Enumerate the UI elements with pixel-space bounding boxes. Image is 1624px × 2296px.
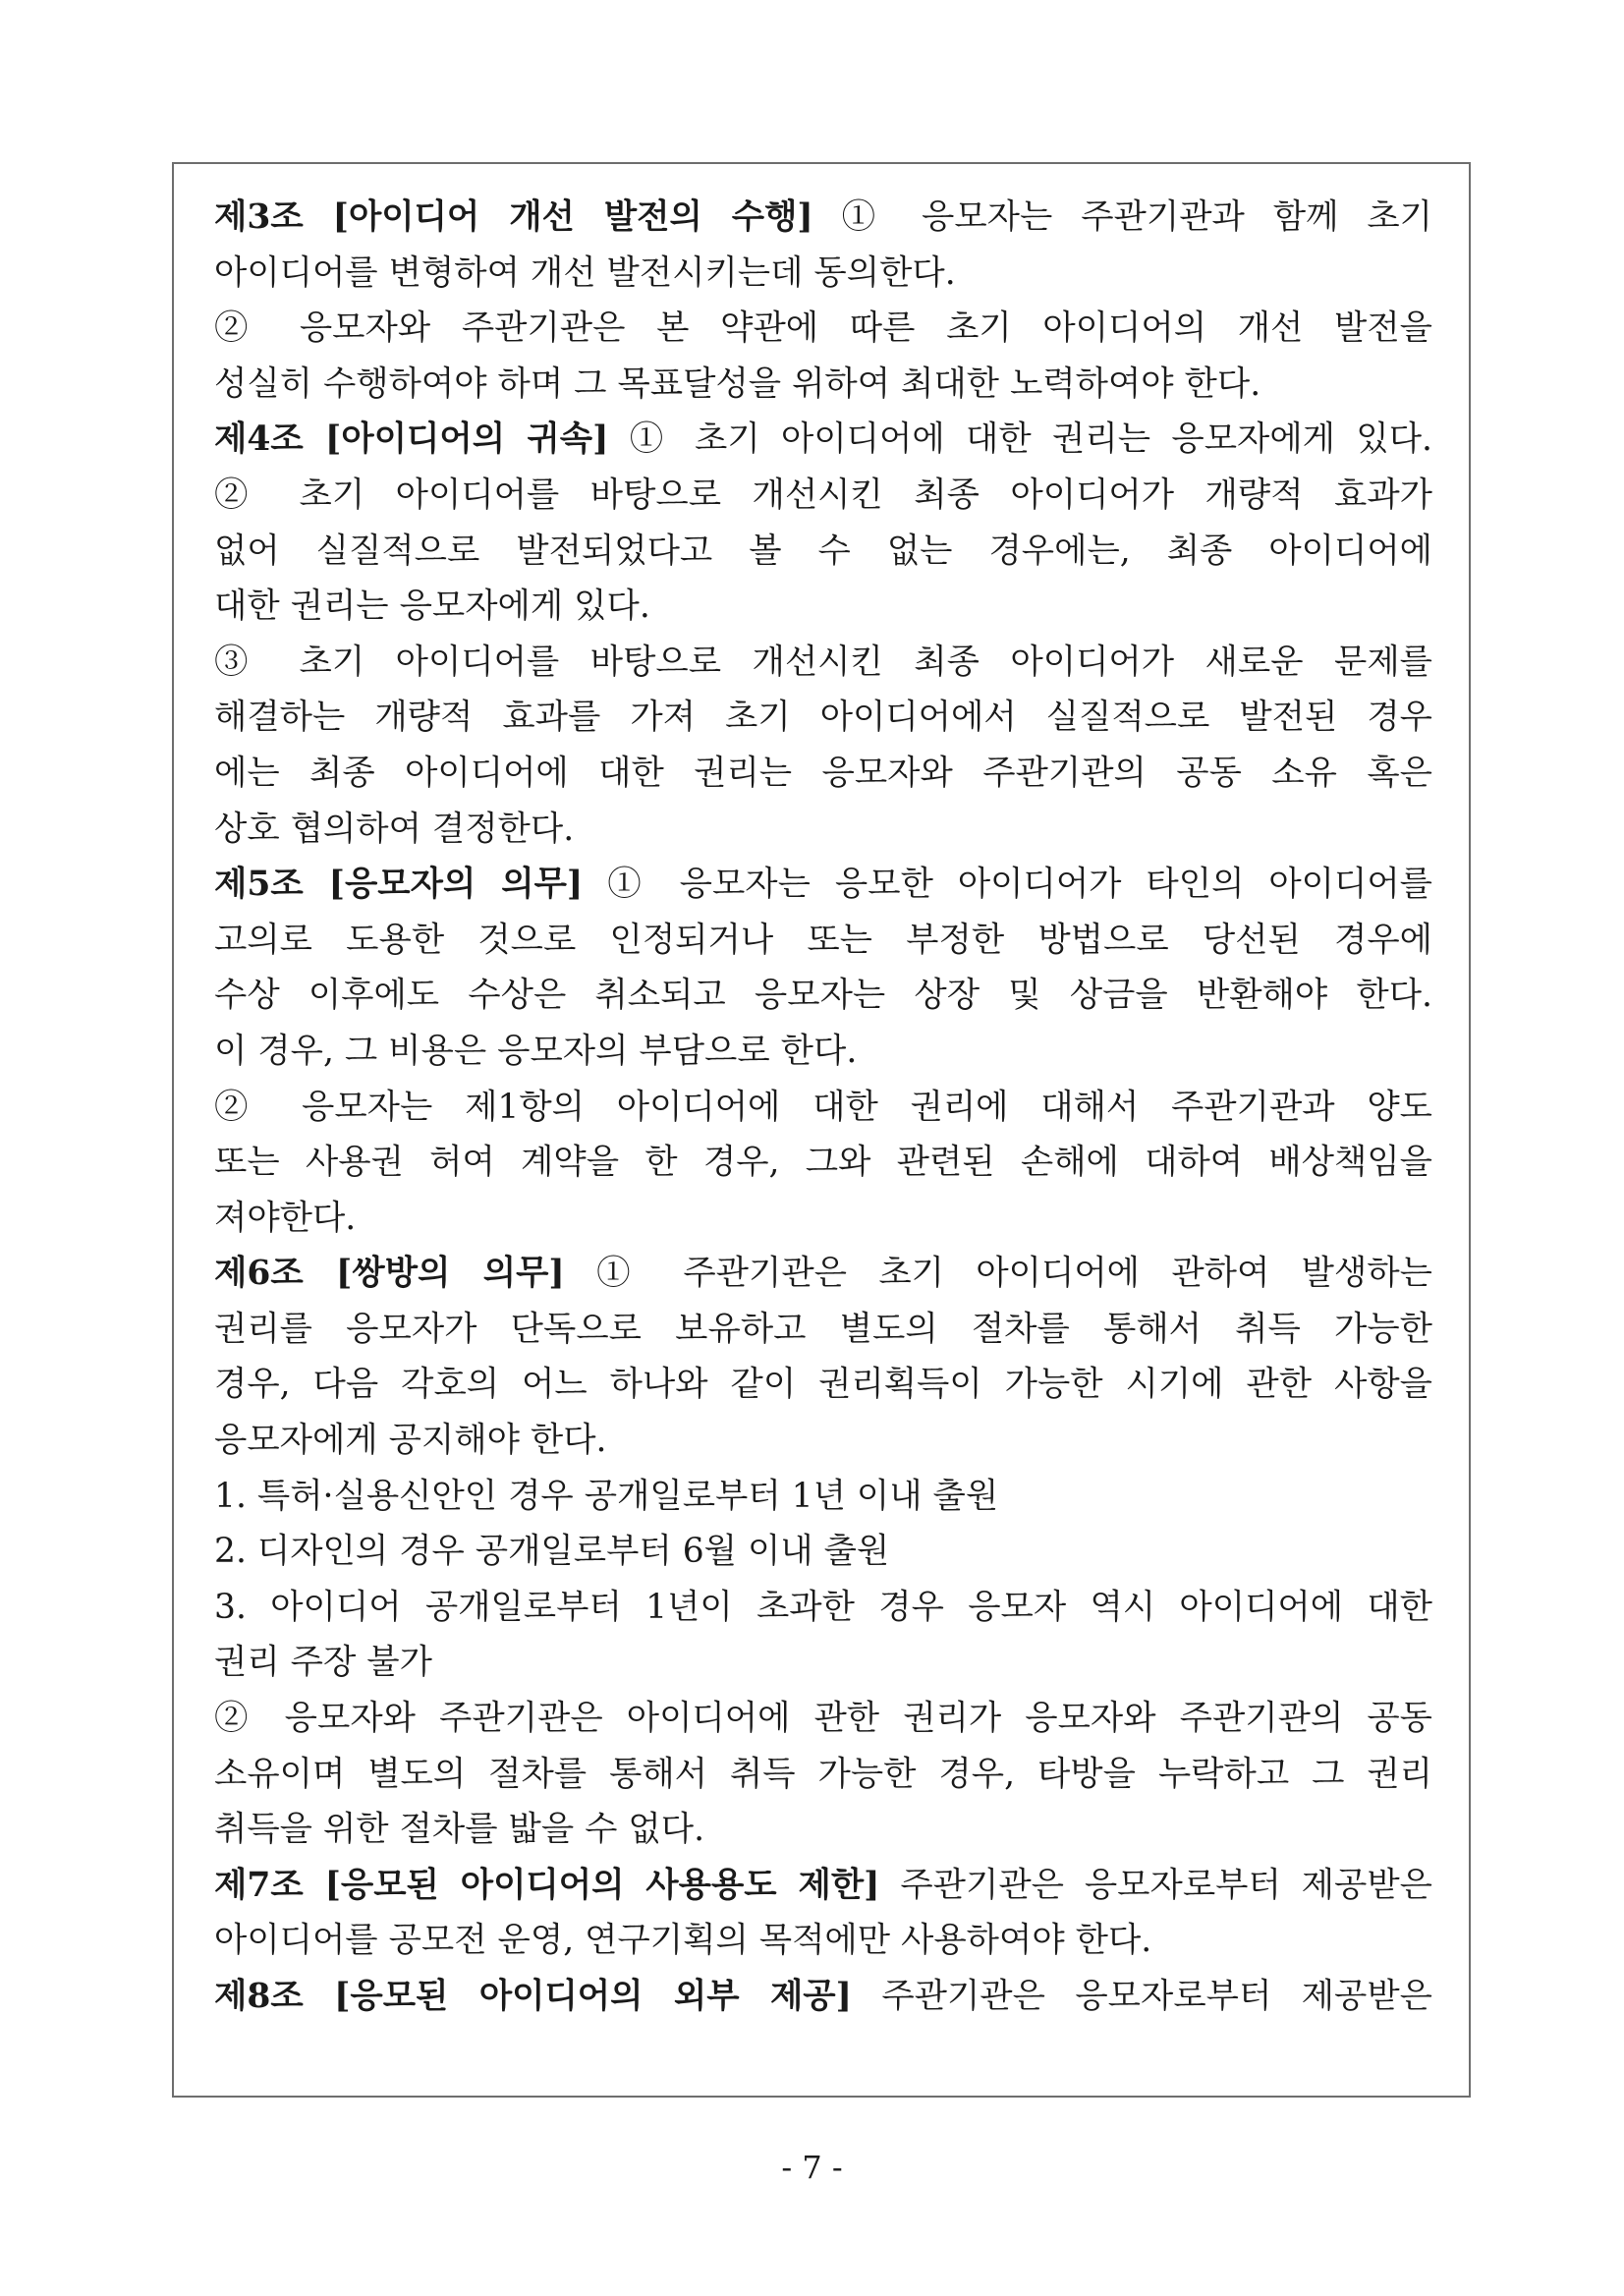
line-text: ③ 초기 아이디어를 바탕으로 개선시킨 최종 아이디어가 새로운 문제를 xyxy=(214,642,1432,682)
text-line xyxy=(214,1246,1432,1302)
article-heading: 제6조 [쌍방의 의무] xyxy=(214,1254,565,1294)
text-line xyxy=(214,1413,1432,1469)
line-text: ① 주관기관은 초기 아이디어에 관하여 발생하는 xyxy=(564,1254,1432,1294)
text-line xyxy=(214,968,1432,1024)
text-line xyxy=(214,635,1432,691)
text-line xyxy=(214,1191,1432,1247)
article-heading: 제7조 [응모된 아이디어의 사용용도 제한] xyxy=(214,1865,880,1905)
text-line xyxy=(214,1469,1432,1525)
line-text: 1. 특허·실용신안인 경우 공개일로부터 1년 이내 출원 xyxy=(214,1476,999,1516)
line-text: 고의로 도용한 것으로 인정되거나 또는 부정한 방법으로 당선된 경우에 xyxy=(214,920,1432,960)
text-line xyxy=(214,1080,1432,1136)
line-text: 에는 최종 아이디어에 대한 권리는 응모자와 주관기관의 공동 소유 혹은 xyxy=(214,753,1432,793)
text-line xyxy=(214,301,1432,357)
text-line xyxy=(214,246,1432,302)
article-heading: 제4조 [아이디어의 귀속] xyxy=(214,420,609,460)
text-line xyxy=(214,1302,1432,1358)
text-line xyxy=(214,1858,1432,1914)
line-text: 응모자에게 공지해야 한다. xyxy=(214,1421,607,1461)
line-text: ② 응모자는 제1항의 아이디어에 대한 권리에 대해서 주관기관과 양도 xyxy=(214,1087,1432,1127)
line-text: 소유이며 별도의 절차를 통해서 취득 가능한 경우, 타방을 누락하고 그 권리 xyxy=(214,1754,1432,1794)
line-text: ② 응모자와 주관기관은 본 약관에 따른 초기 아이디어의 개선 발전을 xyxy=(214,308,1432,349)
line-text: 권리를 응모자가 단독으로 보유하고 별도의 절차를 통해서 취득 가능한 xyxy=(214,1309,1432,1349)
line-text: 주관기관은 응모자로부터 제공받은 xyxy=(879,1865,1432,1905)
text-line xyxy=(214,690,1432,746)
text-line xyxy=(214,412,1432,468)
line-text: ② 초기 아이디어를 바탕으로 개선시킨 최종 아이디어가 개량적 효과가 xyxy=(214,475,1432,515)
line-text: 권리 주장 불가 xyxy=(214,1643,432,1683)
line-text: 없어 실질적으로 발전되었다고 볼 수 없는 경우에는, 최종 아이디어에 xyxy=(214,531,1432,571)
text-line xyxy=(214,1024,1432,1080)
line-text: 취득을 위한 절차를 밟을 수 없다. xyxy=(214,1810,705,1850)
line-text: ① 응모자는 주관기관과 함께 초기 xyxy=(812,197,1432,237)
text-line xyxy=(214,190,1432,246)
text-line xyxy=(214,1802,1432,1858)
line-text: ① 초기 아이디어에 대한 권리는 응모자에게 있다. xyxy=(608,420,1432,460)
text-line xyxy=(214,1913,1432,1969)
text-line xyxy=(214,1135,1432,1191)
line-text: 주관기관은 응모자로부터 제공받은 xyxy=(851,1977,1432,2016)
text-line xyxy=(214,1747,1432,1803)
line-text: 3. 아이디어 공개일로부터 1년이 초과한 경우 응모자 역시 아이디어에 대한 xyxy=(214,1587,1432,1627)
text-line xyxy=(214,524,1432,580)
text-line xyxy=(214,913,1432,969)
text-line xyxy=(214,1357,1432,1413)
text-line xyxy=(214,802,1432,858)
article-heading: 제5조 [응모자의 의무] xyxy=(214,865,584,905)
line-text: 경우, 다음 각호의 어느 하나와 같이 권리획득이 가능한 시기에 관한 사항을 xyxy=(214,1365,1432,1405)
line-text: 수상 이후에도 수상은 취소되고 응모자는 상장 및 상금을 반환해야 한다. xyxy=(214,976,1432,1016)
terms-body xyxy=(214,190,1432,2025)
text-line xyxy=(214,1580,1432,1636)
line-text: ② 응모자와 주관기관은 아이디어에 관한 권리가 응모자와 주관기관의 공동 xyxy=(214,1699,1432,1739)
text-line xyxy=(214,357,1432,413)
line-text: 성실히 수행하여야 하며 그 목표달성을 위하여 최대한 노력하여야 한다. xyxy=(214,364,1261,404)
article-heading: 제8조 [응모된 아이디어의 외부 제공] xyxy=(214,1977,852,2016)
text-line xyxy=(214,579,1432,635)
line-text: 대한 권리는 응모자에게 있다. xyxy=(214,587,650,627)
text-line xyxy=(214,746,1432,802)
page-number: - 7 - xyxy=(781,2149,843,2186)
text-line xyxy=(214,857,1432,913)
text-line xyxy=(214,1524,1432,1580)
line-text: 해결하는 개량적 효과를 가져 초기 아이디어에서 실질적으로 발전된 경우 xyxy=(214,698,1432,738)
text-line xyxy=(214,1691,1432,1747)
line-text: 상호 협의하여 결정한다. xyxy=(214,809,575,849)
line-text: 2. 디자인의 경우 공개일로부터 6월 이내 출원 xyxy=(214,1532,890,1572)
line-text: 또는 사용권 허여 계약을 한 경우, 그와 관련된 손해에 대하여 배상책임을 xyxy=(214,1143,1432,1183)
line-text: 이 경우, 그 비용은 응모자의 부담으로 한다. xyxy=(214,1031,858,1071)
text-line xyxy=(214,468,1432,524)
article-heading: 제3조 [아이디어 개선 발전의 수행] xyxy=(214,197,813,237)
line-text: 져야한다. xyxy=(214,1198,357,1238)
text-line xyxy=(214,1969,1432,2025)
line-text: 아이디어를 공모전 운영, 연구기획의 목적에만 사용하여야 한다. xyxy=(214,1921,1152,1961)
text-line xyxy=(214,1635,1432,1691)
line-text: ① 응모자는 응모한 아이디어가 타인의 아이디어를 xyxy=(583,865,1432,905)
line-text: 아이디어를 변형하여 개선 발전시키는데 동의한다. xyxy=(214,252,956,293)
